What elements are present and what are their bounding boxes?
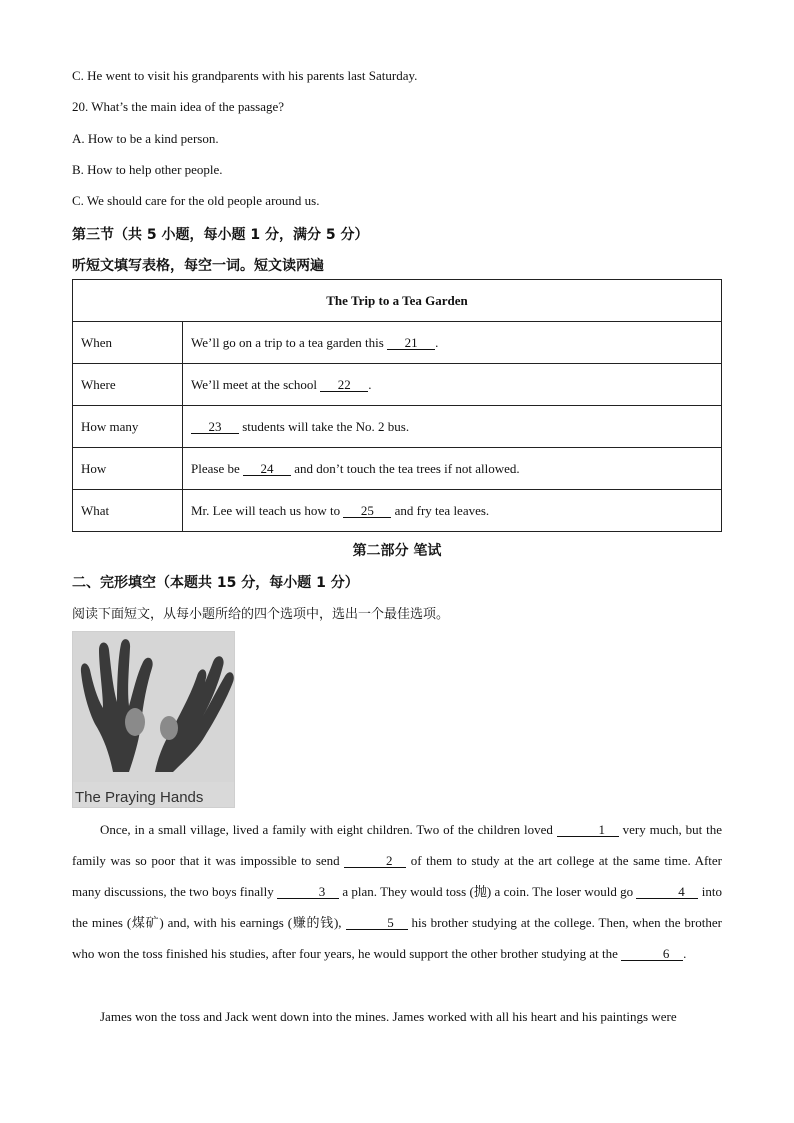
question-20-option-a: A. How to be a kind person. (72, 131, 219, 146)
row-key: When (73, 322, 183, 364)
section-3-title: 第三节（共 5 小题，每小题 1 分，满分 5 分） (72, 227, 369, 243)
passage-paragraph-2: James won the toss and Jack went down into the mines. James worked with all his heart and his paintings were (100, 1009, 677, 1024)
passage-text: into the mines (煤矿) and, with his earnings (赚的钱), (72, 884, 722, 930)
row-text-post: students will take the No. 2 bus. (239, 418, 410, 434)
cloze-blank-5[interactable]: 5 (346, 916, 408, 930)
table-row (73, 448, 722, 490)
cloze-blank-2[interactable]: 2 (344, 854, 406, 868)
cloze-section-title: 二、完形填空（本题共 15 分，每小题 1 分） (72, 575, 359, 591)
passage-text: Once, in a small village, lived a family with eight children. Two of the children loved (100, 822, 557, 837)
row-content (183, 490, 722, 532)
table-row (73, 406, 722, 448)
row-text-pre: Please be (191, 460, 243, 476)
passage-text: very much, but the family was so poor that it was impossible to send (72, 822, 722, 868)
row-key: Where (73, 364, 183, 406)
passage-text: his brother studying at the college. Then, when the brother who won the toss finished his studies, after four years, he would support the other brother studying at the (72, 915, 722, 961)
question-19-option-c: C. He went to visit his grandparents with his parents last Saturday. (72, 68, 418, 83)
question-20-option-c: C. We should care for the old people around us. (72, 193, 320, 208)
praying-hands-illustration (73, 632, 234, 782)
praying-hands-image (72, 631, 235, 808)
part-2-title: 第二部分 笔试 (352, 543, 442, 559)
row-text-post: . (435, 334, 439, 350)
cloze-blank-1[interactable]: 1 (557, 823, 619, 837)
row-text-post: and fry tea leaves. (391, 502, 490, 518)
answer-blank-24[interactable]: 24 (243, 462, 291, 476)
row-text-pre: We’ll go on a trip to a tea garden this (191, 334, 388, 350)
cloze-blank-3[interactable]: 3 (277, 885, 339, 899)
passage-paragraph-1 (72, 814, 722, 969)
table-row (73, 490, 722, 532)
row-key: What (73, 490, 183, 532)
row-text-pre: Mr. Lee will teach us how to (191, 502, 344, 518)
row-key: How many (73, 406, 183, 448)
row-text-post: and don’t touch the tea trees if not allowed. (290, 460, 520, 476)
cloze-instructions: 阅读下面短文，从每小题所给的四个选项中，选出一个最佳选项。 (72, 607, 450, 622)
table-title: The Trip to a Tea Garden (73, 280, 722, 322)
row-content (183, 364, 722, 406)
section-3-instructions: 听短文填写表格，每空一词。短文读两遍 (72, 258, 324, 274)
image-caption: The Praying Hands (75, 789, 204, 806)
row-content (183, 448, 722, 490)
cloze-blank-4[interactable]: 4 (636, 885, 698, 899)
answer-blank-23[interactable]: 23 (191, 420, 239, 434)
question-20: 20. What’s the main idea of the passage? (72, 99, 285, 114)
passage-text: a plan. They would toss (抛) a coin. The loser would go (339, 884, 637, 899)
answer-blank-22[interactable]: 22 (320, 378, 368, 392)
tea-garden-table (72, 279, 722, 532)
row-content (183, 322, 722, 364)
answer-blank-21[interactable]: 21 (387, 336, 435, 350)
row-key: How (73, 448, 183, 490)
question-20-option-b: B. How to help other people. (72, 162, 223, 177)
passage-text: of them to study at the art college at the same time. After many discussions, the two boys finally (72, 853, 722, 899)
table-header-row (73, 280, 722, 322)
answer-blank-25[interactable]: 25 (343, 504, 391, 518)
row-content (183, 406, 722, 448)
table-row (73, 322, 722, 364)
row-text-post: . (368, 376, 372, 392)
passage-text: . (683, 946, 687, 961)
table-row (73, 364, 722, 406)
row-text-pre: We’ll meet at the school (191, 376, 321, 392)
cloze-blank-6[interactable]: 6 (621, 947, 683, 961)
